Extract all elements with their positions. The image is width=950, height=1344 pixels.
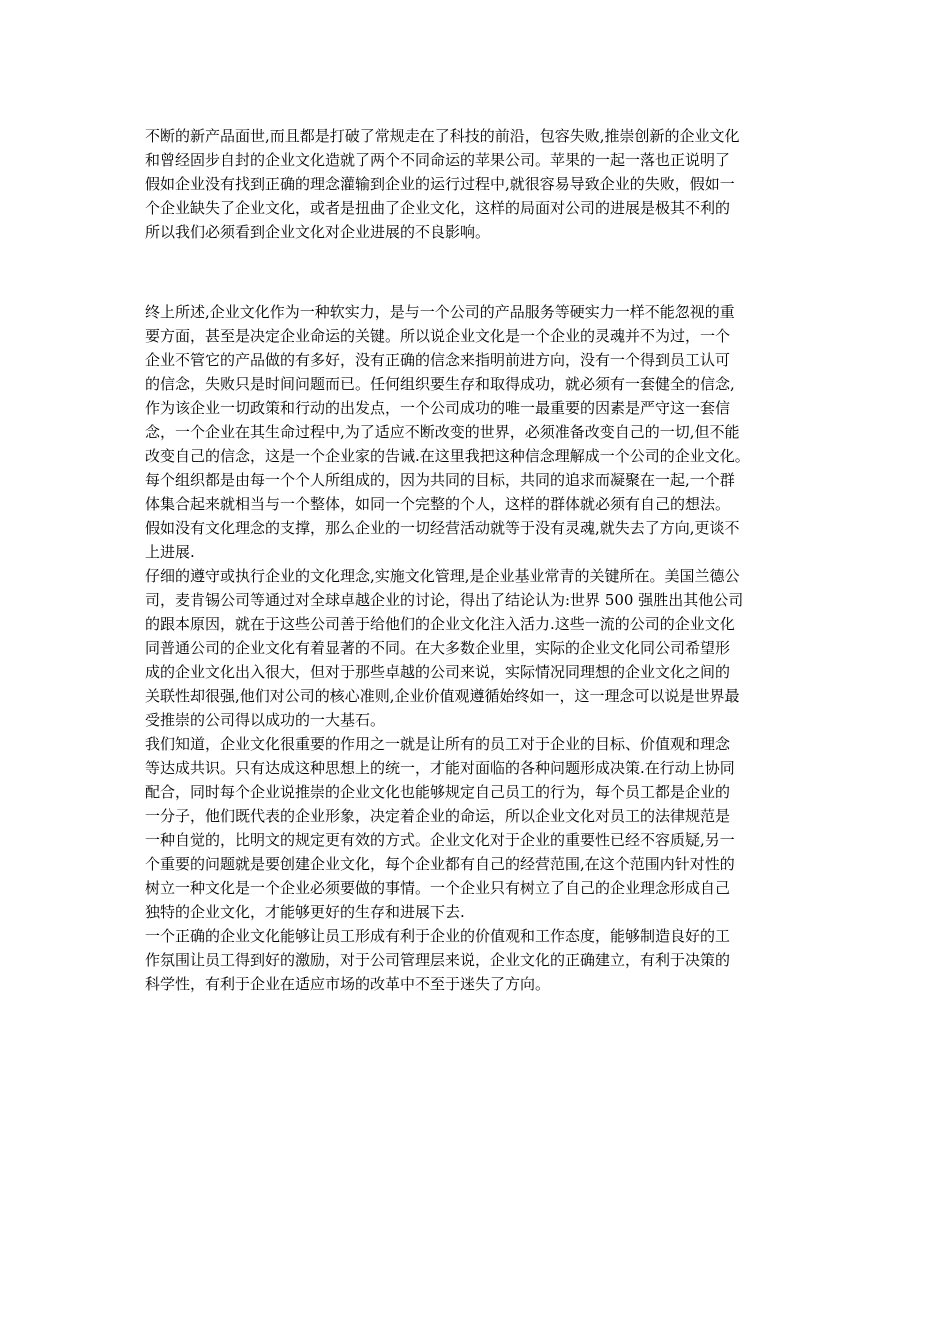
text-line: 和曾经固步自封的企业文化造就了两个不同命运的苹果公司。苹果的一起一落也正说明了 xyxy=(145,151,731,169)
text-line: 个企业缺失了企业文化，或者是扭曲了企业文化，这样的局面对公司的进展是极其不利的 xyxy=(145,199,731,217)
text-line: 仔细的遵守或执行企业的文化理念,实施文化管理,是企业基业常青的关键所在。美国兰德公 xyxy=(145,567,740,585)
text-line: 等达成共识。只有达成这种思想上的统一，才能对面临的各种问题形成决策.在行动上协同 xyxy=(145,759,735,777)
text-line: 体集合起来就相当与一个整体，如同一个完整的个人，这样的群体就必须有自己的想法。 xyxy=(145,495,731,513)
text-line: 成的企业文化出入很大，但对于那些卓越的公司来说，实际情况同理想的企业文化之间的 xyxy=(145,663,731,681)
paragraph-culture-management xyxy=(145,564,810,732)
text-line: 不断的新产品面世,而且都是打破了常规走在了科技的前沿，包容失败,推崇创新的企业文化 xyxy=(145,127,740,145)
text-line: 一种自觉的，比明文的规定更有效的方式。企业文化对于企业的重要性已经不容质疑,另一 xyxy=(145,831,735,849)
text-line: 企业不管它的产品做的有多好，没有正确的信念来指明前进方向，没有一个得到员工认可 xyxy=(145,351,731,369)
text-line: 个重要的问题就是要创建企业文化，每个企业都有自己的经营范围,在这个范围内针对性的 xyxy=(145,855,735,873)
text-line: 配合，同时每个企业说推崇的企业文化也能够规定自己员工的行为，每个员工都是企业的 xyxy=(145,783,731,801)
paragraph-gap xyxy=(145,244,810,300)
text-line: 改变自己的信念，这是一个企业家的告诫.在这里我把这种信念理解成一个公司的企业文化。 xyxy=(145,447,750,465)
text-line: 科学性，有利于企业在适应市场的改革中不至于迷失了方向。 xyxy=(145,975,551,993)
text-line: 作为该企业一切政策和行动的出发点，一个公司成功的唯一最重要的因素是严守这一套信 xyxy=(145,399,731,417)
paragraph-conclusion xyxy=(145,924,810,996)
text-line: 所以我们必须看到企业文化对企业进展的不良影响。 xyxy=(145,223,491,241)
text-line: 树立一种文化是一个企业必须要做的事情。一个企业只有树立了自己的企业理念形成自己 xyxy=(145,879,731,897)
text-line: 念，一个企业在其生命过程中,为了适应不断改变的世界，必须准备改变自己的一切,但不能 xyxy=(145,423,740,441)
text-line: 一分子，他们既代表的企业形象，决定着企业的命运，所以企业文化对员工的法律规范是 xyxy=(145,807,731,825)
paragraph-shared-values xyxy=(145,732,810,924)
text-line: 的跟本原因，就在于这些公司善于给他们的企业文化注入活力.这些一流的公司的企业文化 xyxy=(145,615,735,633)
text-line: 要方面，甚至是决定企业命运的关键。所以说企业文化是一个企业的灵魂并不为过，一个 xyxy=(145,327,731,345)
text-line: 作氛围让员工得到好的激励，对于公司管理层来说，企业文化的正确建立，有利于决策的 xyxy=(145,951,731,969)
text-line: 受推崇的公司得以成功的一大基石。 xyxy=(145,711,386,729)
text-line: 关联性却很强,他们对公司的核心准则,企业价值观遵循始终如一，这一理念可以说是世界最 xyxy=(145,687,740,705)
text-line: 的信念，失败只是时间问题而已。任何组织要生存和取得成功，就必须有一套健全的信念, xyxy=(145,375,735,393)
document-page xyxy=(145,124,810,996)
text-line: 一个正确的企业文化能够让员工形成有利于企业的价值观和工作态度，能够制造良好的工 xyxy=(145,927,731,945)
paragraph-apple-culture xyxy=(145,124,810,244)
text-line: 假如企业没有找到正确的理念灌输到企业的运行过程中,就很容易导致企业的失败，假如一 xyxy=(145,175,735,193)
text-line: 每个组织都是由每一个个人所组成的，因为共同的目标，共同的追求而凝聚在一起,一个群 xyxy=(145,471,735,489)
text-line: 上进展. xyxy=(145,543,195,561)
text-line: 独特的企业文化，才能够更好的生存和进展下去. xyxy=(145,903,465,921)
text-line: 同普通公司的企业文化有着显著的不同。在大多数企业里，实际的企业文化同公司希望形 xyxy=(145,639,731,657)
text-line: 终上所述,企业文化作为一种软实力，是与一个公司的产品服务等硬实力一样不能忽视的重 xyxy=(145,303,735,321)
text-line: 假如没有文化理念的支撑，那么企业的一切经营活动就等于没有灵魂,就失去了方向,更谈不 xyxy=(145,519,740,537)
text-line: 司，麦肯锡公司等通过对全球卓越企业的讨论，得出了结论认为:世界 500 强胜出其他公司 xyxy=(145,591,744,609)
paragraph-summary xyxy=(145,300,810,564)
text-line: 我们知道，企业文化很重要的作用之一就是让所有的员工对于企业的目标、价值观和理念 xyxy=(145,735,731,753)
